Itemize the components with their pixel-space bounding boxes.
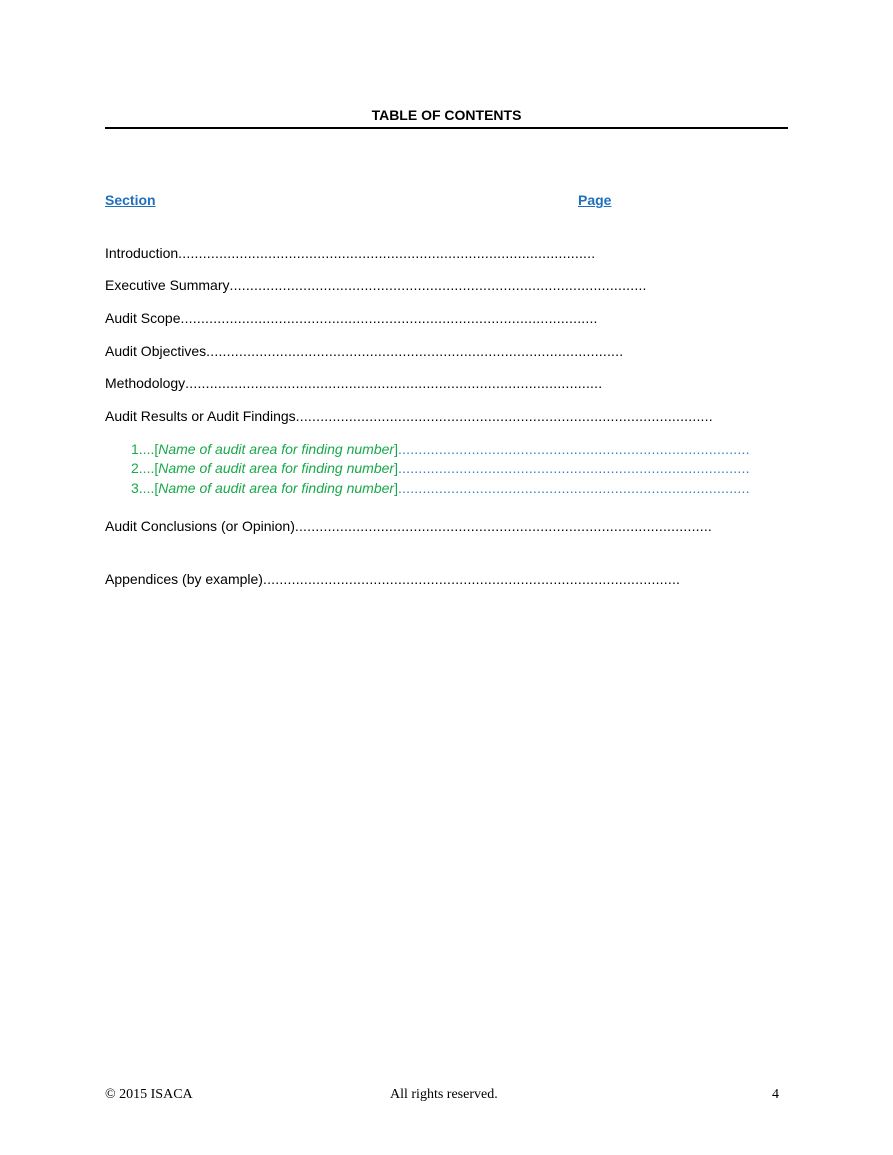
bracket-open: [ (154, 460, 159, 476)
toc-entry-executive-summary[interactable] (105, 276, 647, 294)
finding-name: Name of audit area for finding number (158, 460, 395, 476)
section-column-header[interactable]: Section (105, 192, 156, 208)
toc-entry-label: Appendices (by example) (105, 571, 263, 587)
dot-leader: ...................................................................................................... (178, 245, 596, 261)
bracket-close: ] (394, 441, 398, 457)
page-column-header[interactable]: Page (578, 192, 612, 208)
toc-entry-label: Executive Summary (105, 277, 230, 293)
footer-rights: All rights reserved. (390, 1087, 498, 1102)
bracket-open: [ (154, 441, 159, 457)
toc-entry-label: Introduction (105, 245, 179, 261)
footer-copyright: © 2015 ISACA (105, 1087, 193, 1102)
dot-leader: ...................................................................................................... (295, 408, 713, 424)
toc-finding-2[interactable] (131, 459, 750, 477)
bracket-open: [ (154, 480, 159, 496)
finding-number: 1.... (131, 441, 155, 457)
finding-name: Name of audit area for finding number (158, 441, 395, 457)
finding-number: 3.... (131, 480, 155, 496)
title-rule (105, 127, 788, 129)
toc-entry-label: Audit Scope (105, 310, 181, 326)
bracket-close: ] (394, 460, 398, 476)
finding-name: Name of audit area for finding number (158, 480, 395, 496)
toc-entry-audit-scope[interactable] (105, 309, 598, 327)
page-number: 4 (772, 1087, 779, 1102)
finding-number: 2.... (131, 460, 155, 476)
dot-leader: ...................................................................................................... (229, 277, 647, 293)
toc-title: TABLE OF CONTENTS (371, 107, 522, 123)
toc-entry-label: Audit Objectives (105, 343, 207, 359)
toc-entry-label: Audit Conclusions (or Opinion) (105, 518, 295, 534)
toc-entry-audit-objectives[interactable] (105, 342, 624, 360)
dot-leader: ...................................................................................................... (262, 571, 681, 587)
dot-leader: ...................................................................................................... (294, 518, 713, 534)
toc-finding-3[interactable] (131, 479, 750, 497)
bracket-close: ] (394, 480, 398, 496)
toc-entry-label: Methodology (105, 375, 186, 391)
toc-entry-label: Audit Results or Audit Findings (105, 408, 296, 424)
dot-leader: ...................................................................................................... (180, 310, 598, 326)
toc-entry-introduction[interactable] (105, 244, 598, 262)
dot-leader: ...................................................................................................... (185, 375, 603, 391)
toc-finding-1[interactable] (131, 440, 750, 458)
toc-entry-audit-results[interactable] (105, 407, 713, 425)
dot-leader: ...................................................................................... (397, 480, 750, 496)
dot-leader: ...................................................................................... (397, 441, 750, 457)
toc-entry-audit-conclusions[interactable] (105, 517, 713, 535)
dot-leader: ...................................................................................................... (206, 343, 624, 359)
toc-entry-methodology[interactable] (105, 374, 603, 392)
dot-leader: ...................................................................................... (397, 460, 750, 476)
toc-entry-appendices[interactable] (105, 570, 681, 588)
